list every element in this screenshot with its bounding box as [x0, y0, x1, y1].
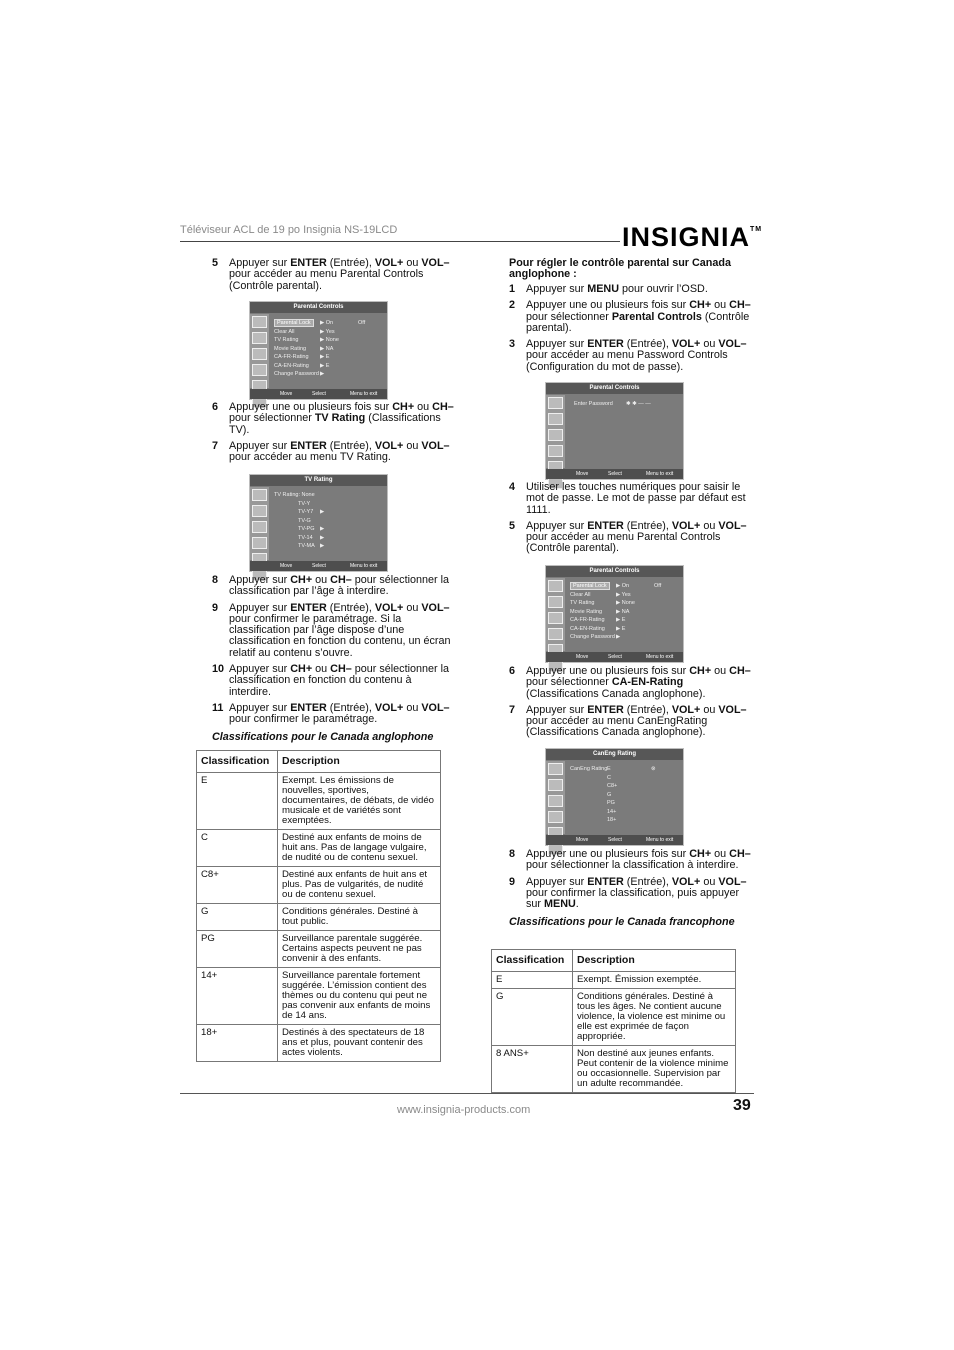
- right-step-5: 5 Appuyer sur ENTER (Entrée), VOL+ ou VOL– pour accéder au menu Parental Controls (Contrôle parental).: [509, 519, 747, 555]
- table-row: G Conditions générales. Destiné à tous les âges. Ne contient aucune violence, la violence est minime ou elle est exprimée de façon appropriée.: [492, 989, 736, 1046]
- left-step-10: 10 Appuyer sur CH+ ou CH– pour sélectionner la classification en fonction du contenu à interdire.: [212, 663, 449, 698]
- left-column: [212, 258, 456, 297]
- audio-icon: [548, 779, 563, 791]
- left-step-11: 11 Appuyer sur ENTER (Entrée), VOL+ ou VOL– pour confirmer le paramétrage.: [212, 701, 450, 726]
- settings-icon: [252, 364, 267, 376]
- table-row: E Exempt. Les émissions de nouvelles, sportives, documentaires, de débats, de vidéo musicale et de variétés sont exemptées.: [197, 773, 441, 830]
- running-header: Téléviseur ACL de 19 po Insignia NS-19LCD: [180, 224, 398, 236]
- picture-icon: [252, 316, 267, 328]
- left-step-6: 6 Appuyer une ou plusieurs fois sur CH+ ou CH– pour sélectionner TV Rating (Classifications TV).: [212, 401, 454, 436]
- right-column: [509, 258, 753, 378]
- table-row: 18+ Destinés à des spectateurs de 18 ans et plus, pouvant contenir des actes violents.: [197, 1025, 441, 1062]
- right-steps-6-7: [509, 666, 753, 744]
- settings-icon: [548, 445, 563, 457]
- audio-icon: [252, 332, 267, 344]
- table-row: PG Surveillance parentale suggérée. Certains aspects peuvent ne pas convenir à des enfants.: [197, 931, 441, 968]
- antenna-icon: [252, 348, 267, 360]
- osd-caneng-rating: CanEng Rating CanEng Rating E ⊗ C C8+ G PG 14+ 18+ Move Select Menu to exit: [545, 748, 684, 846]
- table-row: 8 ANS+ Non destiné aux jeunes enfants. Peut contenir de la violence minime ou occasionnelle. Supervision par un adulte recommandée.: [492, 1046, 736, 1093]
- picture-icon: [252, 489, 267, 501]
- left-steps-6-7: [212, 402, 456, 468]
- left-step-7: 7 Appuyer sur ENTER (Entrée), VOL+ ou VOL– pour accéder au menu TV Rating.: [212, 439, 450, 464]
- page-number: 39: [733, 1097, 751, 1114]
- right-step-7: 7 Appuyer sur ENTER (Entrée), VOL+ ou VOL– pour accéder au menu CanEngRating (Classifications Canada anglophone).: [509, 703, 747, 739]
- footer-rule: [180, 1093, 754, 1094]
- osd-parental-controls-left: Parental Controls Parental Lock ▶ On Off Clear All ▶ Yes TV Rating ▶ None Movie Rating ▶ NA CA-FR-Rating ▶ E CA-EN-Rating ▶ E Change Password ▶ Move Select Menu to exit: [249, 301, 388, 400]
- picture-icon: [548, 397, 563, 409]
- audio-icon: [252, 505, 267, 517]
- settings-icon: [252, 537, 267, 549]
- left-steps-8-11: [212, 575, 456, 743]
- settings-icon: [548, 811, 563, 823]
- table-caption-english: Classifications pour le Canada anglophone: [212, 730, 434, 743]
- table-row: G Conditions générales. Destiné à tout public.: [197, 904, 441, 931]
- table-canada-french: Classification Description E Exempt. Émission exemptée. G Conditions générales. Destiné à tous les âges. Ne contient aucune violence, la violence est minime ou elle est exprimée de façon appropriée. 8 ANS+ Non destiné aux jeunes enfants. Peut contenir de la violence minime ou occasionnelle. Supervision par un adulte recommandée.: [491, 949, 736, 1093]
- left-step-9: 9 Appuyer sur ENTER (Entrée), VOL+ ou VOL– pour confirmer le paramétrage. Si la classification par l’âge dispose d’une classification en fonction du contenu, un écran relatif au contenu s’ouvre.: [212, 601, 451, 659]
- antenna-icon: [548, 612, 563, 624]
- block-mark-icon: ⊗: [651, 766, 656, 772]
- left-step-8: 8 Appuyer sur CH+ ou CH– pour sélectionner la classification par l’âge à interdire.: [212, 574, 449, 598]
- right-steps-8-9: [509, 849, 753, 929]
- antenna-icon: [548, 429, 563, 441]
- right-step-2: 2 Appuyer une ou plusieurs fois sur CH+ ou CH– pour sélectionner Parental Controls (Contrôle parental).: [509, 299, 751, 334]
- right-steps-4-5: [509, 482, 753, 560]
- table-row: C8+ Destiné aux enfants de huit ans et plus. Pas de vulgarités, de nudité ou de contenu sexuel.: [197, 867, 441, 904]
- table-row: C Destiné aux enfants de moins de huit ans. Pas de langage vulgaire, de nudité ou de contenu sexuel.: [197, 830, 441, 867]
- header-rule: [180, 241, 620, 242]
- table-canada-english: Classification Description E Exempt. Les émissions de nouvelles, sportives, documentaires, de débats, de vidéo musicale et de variétés sont exemptées. C Destiné aux enfants de moins de huit ans. Pas de langage vulgaire, de nudité ou de contenu sexuel. C8+ Destiné aux enfants de huit ans et plus. Pas de vulgarités, de nudité ou de contenu sexuel. G Conditions générales. Destiné à tout public. PG Surveillance parentale suggérée. Certains aspects peuvent ne pas convenir à des enfants. 14+ Surveillance parentale fortement suggérée. L’émission contient des thèmes ou du contenu qui peut ne pas convenir aux enfants de moins de 14 ans. 18+ Destinés à des spectateurs de 18 ans et plus, pouvant contenir des actes violents.: [196, 750, 441, 1062]
- right-step-1: 1 Appuyer sur MENU pour ouvrir l’OSD.: [509, 283, 708, 295]
- right-step-9: 9 Appuyer sur ENTER (Entrée), VOL+ ou VOL– pour confirmer la classification, puis appuyer sur MENU.: [509, 875, 747, 911]
- right-step-4: 4 Utiliser les touches numériques pour saisir le mot de passe. Le mot de passe par défaut est 1111.: [509, 481, 746, 516]
- audio-icon: [548, 413, 563, 425]
- table-row: E Exempt. Émission exemptée.: [492, 972, 736, 989]
- picture-icon: [548, 763, 563, 775]
- table-row: 14+ Surveillance parentale fortement suggérée. L’émission contient des thèmes ou du contenu qui peut ne pas convenir aux enfants de moins de 14 ans.: [197, 968, 441, 1025]
- left-step-5: 5 Appuyer sur ENTER (Entrée), VOL+ ou VOL– pour accéder au menu Parental Controls (Contrôle parental).: [212, 257, 450, 292]
- antenna-icon: [252, 521, 267, 533]
- osd-parental-controls-right: Parental Controls Parental Lock ▶ On Off Clear All ▶ Yes TV Rating ▶ None Movie Rating ▶ NA CA-FR-Rating ▶ E CA-EN-Rating ▶ E Change Password ▶ Move Select Menu to exit: [545, 565, 684, 663]
- right-step-3: 3 Appuyer sur ENTER (Entrée), VOL+ ou VOL– pour accéder au menu Password Controls (Configuration du mot de passe).: [509, 338, 747, 373]
- right-step-6: 6 Appuyer une ou plusieurs fois sur CH+ ou CH– pour sélectionner CA-EN-Rating (Classifications Canada anglophone).: [509, 665, 751, 700]
- osd-tv-rating: TV Rating TV Rating: None TV-Y TV-Y7 ▶ TV-G TV-PG ▶ TV-14 ▶ TV-MA ▶ Move Select Menu to exit: [249, 474, 388, 572]
- insignia-logo: INSIGNIA™: [622, 222, 763, 252]
- picture-icon: [548, 580, 563, 592]
- audio-icon: [548, 596, 563, 608]
- antenna-icon: [548, 795, 563, 807]
- footer-url: www.insignia-products.com: [397, 1104, 531, 1116]
- osd-enter-password: Parental Controls Enter Password ✱ ✱ — — Move Select Menu to exit: [545, 382, 684, 480]
- table-caption-french: Classifications pour le Canada francophone: [509, 916, 735, 929]
- section-heading: Pour régler le contrôle parental sur Canada anglophone :: [509, 257, 732, 280]
- right-step-8: 8 Appuyer une ou plusieurs fois sur CH+ ou CH– pour sélectionner la classification à interdire.: [509, 848, 751, 872]
- settings-icon: [548, 628, 563, 640]
